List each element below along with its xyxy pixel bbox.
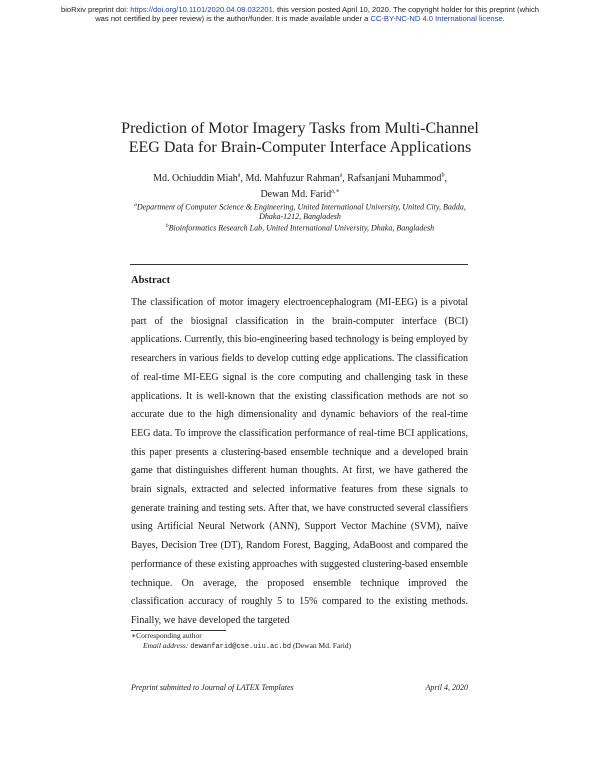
affiliation-text: Bioinformatics Research Lab, United International University, Dhaka, Bangladesh [168, 223, 435, 233]
email-label: Email address: [143, 641, 189, 650]
page-footer [131, 683, 468, 692]
corresponding-author-note: ∗Corresponding author [131, 631, 202, 640]
author-name: Rafsanjani Muhammod [347, 173, 442, 185]
author-affil-mark: a,∗ [331, 188, 340, 195]
footer-date: April 4, 2020 [425, 683, 468, 692]
banner-line-2 [10, 14, 590, 23]
author-name: Md. Ochiuddin Miah [153, 173, 238, 185]
author-name: Md. Mahfuzur Rahman [245, 173, 340, 185]
license-link[interactable]: CC-BY-NC-ND 4.0 International license [370, 14, 503, 23]
author [245, 173, 347, 184]
author-name: Dewan Md. Farid [260, 188, 332, 200]
author-affil-mark: a [237, 173, 241, 179]
affiliation-mark: b [165, 223, 169, 230]
doi-link[interactable]: https://doi.org/10.1101/2020.04.08.032201 [130, 5, 273, 14]
footnote [131, 631, 471, 652]
author-affil-mark: b [441, 173, 445, 179]
author [260, 189, 339, 200]
banner-suffix: . this version posted April 10, 2020. The copyright holder for this preprint (which [272, 5, 540, 14]
email-address[interactable]: dewanfarid@cse.uiu.ac.bd [190, 643, 292, 651]
author-separator: , [342, 173, 348, 185]
affiliation-mark: a [134, 202, 137, 208]
author-affil-mark: a [339, 173, 343, 179]
abstract-heading: Abstract [131, 275, 171, 286]
paper-title [60, 119, 540, 157]
email-owner: (Dewan Md. Farid) [292, 641, 352, 650]
preprint-banner [10, 5, 590, 23]
author-separator: , [240, 173, 246, 185]
banner-license-suffix: . [502, 14, 505, 23]
banner-prefix: bioRxiv preprint doi: [60, 5, 131, 14]
title-line-1: Prediction of Motor Imagery Tasks from Multi-Channel [121, 120, 479, 137]
email-note [131, 641, 471, 652]
affiliation [130, 201, 470, 222]
affiliation [130, 222, 470, 233]
author [347, 173, 447, 184]
author [153, 173, 245, 184]
abstract-top-rule [130, 264, 468, 265]
abstract-body: The classification of motor imagery electroencephalogram (MI-EEG) is a pivotal part of the biosignal classification in the brain-computer interface (BCI) applications. Currently, this bio-engineering based technology is being employed by researchers in various fields to develop cutting edge applications. The classification of real-time MI-EEG signal is the core computing and challenging task in these applications. It is well-known that the existing classification methods are not so accurate due to the high dimensionality and dynamic behaviors of the real-time EEG data. To improve the classification performance of real-time BCI applications, this paper presents a clustering-based ensemble technique and a developed brain game that distinguishes different human thoughts. At first, we have gathered the brain signals, extracted and selected informative features from these signals to generate training and testing sets. After that, we have constructed several classifiers using Artificial Neural Network (ANN), Support Vector Machine (SVM), naïve Bayes, Decision Tree (DT), Random Forest, Bagging, AdaBoost and compared the performance of these existing approaches with suggested clustering-based ensemble technique. On average, the proposed ensemble technique improved the classification accuracy of roughly 5 to 15% compared to the existing methods. Finally, we have developed the targeted [131, 297, 468, 626]
author-separator: , [444, 173, 447, 185]
title-line-2: EEG Data for Brain-Computer Interface Applications [128, 139, 472, 156]
affiliation-text: Department of Computer Science & Engineering, United International University, United City, Badda, Dhaka-1212, Bangladesh [136, 202, 466, 222]
footer-journal: Preprint submitted to Journal of LATEX Templates [131, 683, 294, 692]
author-list [90, 170, 510, 201]
affiliations [130, 201, 470, 234]
banner-license-prefix: was not certified by peer review) is the author/funder. It is made available under a [95, 14, 371, 23]
banner-line-1 [10, 5, 590, 14]
